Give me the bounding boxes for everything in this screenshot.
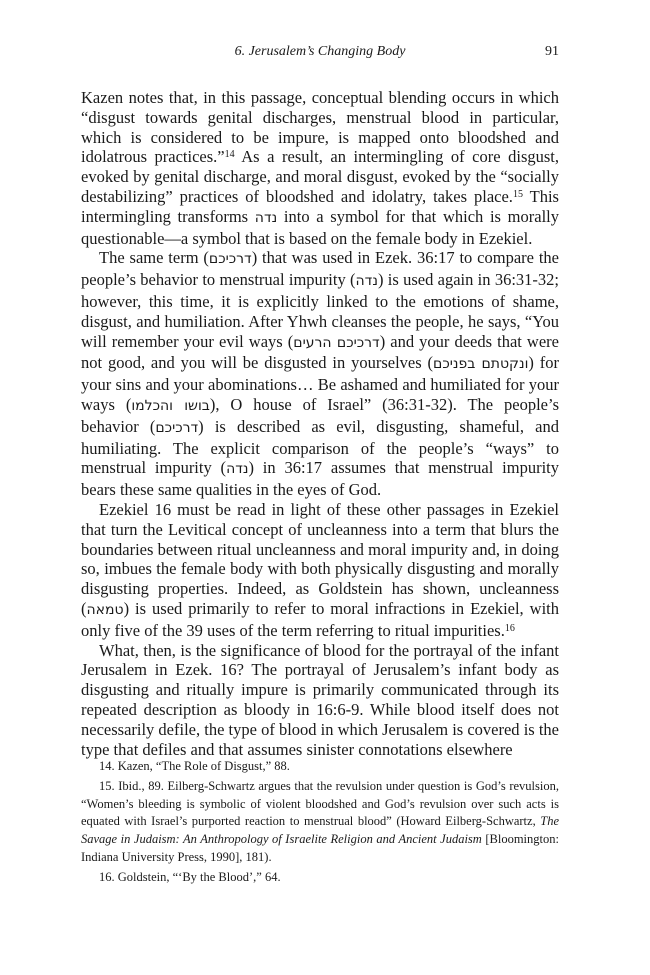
footnotes xyxy=(81,758,559,889)
hebrew-term: בושו והכלמו xyxy=(131,397,210,414)
text-run: This intermingling transforms xyxy=(81,186,559,226)
hebrew-term: נדה xyxy=(226,461,249,478)
text-run: ) is used again in 36:31-32; however, this time, it is explicitly linked to the emotions of shame, disgust, and humiliation. After Yhwh cleanses the people, he says, “You will remember your evil ways ( xyxy=(81,270,559,351)
text-run: The same term ( xyxy=(99,248,209,268)
hebrew-term: נדה xyxy=(355,273,378,290)
body-paragraph xyxy=(81,500,559,641)
footnote-ref: 15 xyxy=(512,188,523,200)
hebrew-term: טמאה xyxy=(86,601,124,618)
body-paragraph xyxy=(81,248,559,500)
text-run: ) is used primarily to refer to moral infractions in Ezekiel, with only five of the 39 uses of the term referring to ritual impurities. xyxy=(81,598,559,640)
text-run: Ezekiel 16 must be read in light of these other passages in Ezekiel that turn the Levitical concept of uncleanness into a term that blurs the boundaries between ritual uncleanness and moral impurity and, in doing so, imbues the female body with both physically disgusting and morally disgusting properties. Indeed, as Goldstein has shown, uncleanness ( xyxy=(81,499,559,618)
text-run: ) for your sins and your abominations… Be ashamed and humiliated for your ways ( xyxy=(81,353,560,414)
body-paragraph xyxy=(81,88,559,248)
text-run: What, then, is the significance of blood for the portrayal of the infant Jerusalem in Ezek. 16? The portrayal of Jerusalem’s infant body as disgusting and ritually impure is primarily communicated through its repeated description as bloody in 16:6-9. While blood itself does not necessarily defile, the type of blood in which Jerusalem is covered is the type that defiles and that assumes sinister connotations elsewhere xyxy=(81,640,559,759)
text-run: 14. Kazen, “The Role of Disgust,” 88. xyxy=(99,759,290,773)
footnote xyxy=(81,778,559,867)
text-run: into a symbol for that which is morally questionable—a symbol that is based on the female body in Ezekiel. xyxy=(81,206,559,248)
running-head: 6. Jerusalem’s Changing Body xyxy=(234,44,406,59)
footnote xyxy=(81,869,559,887)
hebrew-term: נדה xyxy=(254,209,278,226)
text-run: As a result, an intermingling of core disgust, evoked by genital discharge, and moral disgust, evoked by the “socially destabilizing” practices of bloodshed and idolatry, takes place. xyxy=(81,147,559,206)
hebrew-term: ונקטתם בפניכם xyxy=(433,356,529,373)
text-run: ) in 36:17 assumes that menstrual impurity bears these same qualities in the eyes of God. xyxy=(81,458,559,500)
hebrew-term: דרכיכם xyxy=(208,251,252,268)
text-run: 15. Ibid., 89. Eilberg-Schwartz argues that the revulsion under question is God’s revulsion, “Women’s bleeding is symbolic of violent bloodshed and God’s revulsion over such acts is equated with Israel’s purported reaction to menstrual blood” (Howard Eilberg-Schwartz, xyxy=(81,778,559,829)
body-text xyxy=(81,88,559,759)
text-run: [Bloomington: Indiana University Press, 1990], 181). xyxy=(81,832,559,864)
footnote-ref: 14 xyxy=(224,149,235,161)
hebrew-term: דרכיכם הרעים xyxy=(293,334,380,351)
text-run: ) is described as evil, disgusting, shameful, and humiliating. The explicit comparison of the people’s “ways” to menstrual impurity ( xyxy=(81,416,559,478)
text-run: 16. Goldstein, “‘By the Blood’,” 64. xyxy=(99,869,281,884)
body-paragraph xyxy=(81,641,559,760)
text-run: ), O house of Israel” (36:31-32). The people’s behavior ( xyxy=(81,394,560,436)
page-header xyxy=(81,44,559,66)
text-run: Kazen notes that, in this passage, conceptual blending occurs in which “disgust towards genital discharges, menstrual blood in particular, which is considered to be impure, is mapped onto bloodshed and idolatrous practices.” xyxy=(81,88,559,167)
text-run: ) and your deeds that were not good, and you will be disgusted in yourselves ( xyxy=(81,331,559,373)
footnote xyxy=(81,758,559,776)
footnote-ref: 16 xyxy=(504,622,515,634)
text-run: ) that was used in Ezek. 36:17 to compare the people’s behavior to menstrual impurity ( xyxy=(81,248,559,290)
page-number: 91 xyxy=(545,44,559,59)
hebrew-term: דרכיכם xyxy=(155,419,199,436)
book-title: The Savage in Judaism: An Anthropology of Israelite Religion and Ancient Judaism xyxy=(81,814,559,847)
